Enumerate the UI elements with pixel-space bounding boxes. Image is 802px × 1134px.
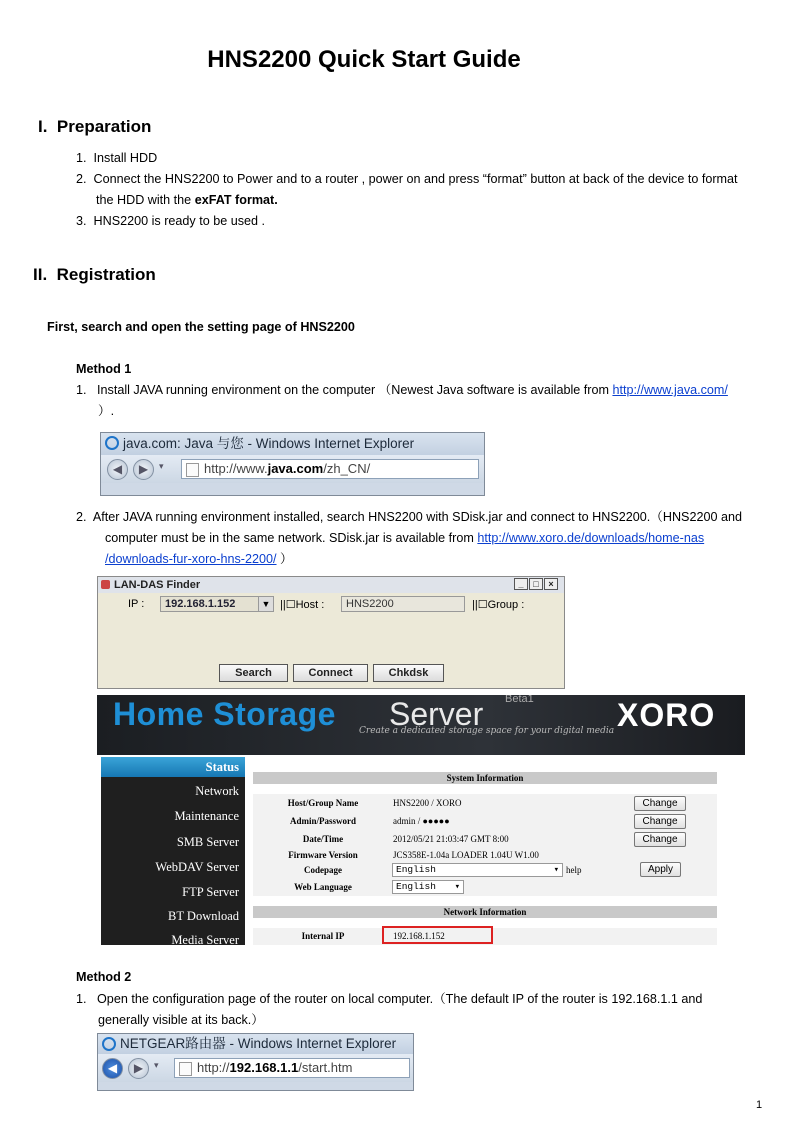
forward-arrow-icon[interactable]: ▶ xyxy=(128,1058,149,1079)
search-button[interactable]: Search xyxy=(219,664,288,682)
forward-arrow-icon[interactable]: ▶ xyxy=(133,459,154,480)
method1-item-1 xyxy=(76,380,766,401)
ie-address-bar-row xyxy=(101,455,484,483)
codepage-value: English xyxy=(396,864,436,875)
url-path: /zh_CN/ xyxy=(323,461,371,476)
ie-title-bar xyxy=(101,433,484,455)
sidebar-item-status[interactable]: Status xyxy=(205,760,239,774)
document-title: HNS2200 Quick Start Guide xyxy=(207,46,521,73)
row-value-datetime: 2012/05/21 21:03:47 GMT 8:00 xyxy=(393,834,509,844)
address-field[interactable] xyxy=(181,459,479,479)
network-info-heading: Network Information xyxy=(253,906,717,918)
list-num: 1. xyxy=(76,992,87,1006)
history-dropdown-icon[interactable]: ▾ xyxy=(159,461,164,471)
history-dropdown-icon[interactable]: ▾ xyxy=(154,1060,159,1070)
host-value: HNS2200 xyxy=(346,598,394,610)
group-label[interactable]: ||☐Group : xyxy=(472,599,525,611)
row-value-internal-ip: 192.168.1.152 xyxy=(393,931,445,941)
list-text: Install HDD xyxy=(93,151,158,165)
sidebar-item-ftp-server[interactable]: FTP Server xyxy=(182,885,239,899)
host-label[interactable]: ||☐Host : xyxy=(280,599,325,611)
sidebar-item-maintenance[interactable]: Maintenance xyxy=(174,809,239,823)
change-host-button[interactable]: Change xyxy=(634,796,686,811)
ip-select[interactable] xyxy=(160,596,274,612)
bold-format: exFAT format. xyxy=(194,193,278,207)
host-field[interactable] xyxy=(341,596,465,612)
chkdsk-button[interactable]: Chkdsk xyxy=(373,664,444,682)
help-link[interactable]: help xyxy=(566,865,582,875)
method1-heading: Method 1 xyxy=(76,362,132,376)
hss-beta: Beta1 xyxy=(505,695,534,705)
list-text: Connect the HNS2200 to Power and to a router , power on and press “format” button at back of the device to format xyxy=(93,172,738,186)
section-prep-title: Preparation xyxy=(56,117,152,136)
prep-item-3 xyxy=(76,211,265,232)
xoro-download-link-1[interactable]: http://www.xoro.de/downloads/home-nas xyxy=(477,531,705,545)
chevron-down-icon[interactable]: ▼ xyxy=(258,596,274,612)
section-reg-heading xyxy=(33,265,156,285)
section-reg-title: Registration xyxy=(56,265,156,284)
row-label-firmware: Firmware Version xyxy=(288,850,358,860)
change-password-button[interactable]: Change xyxy=(634,814,686,829)
close-icon[interactable]: × xyxy=(544,578,558,590)
list-num: 2. xyxy=(76,510,87,524)
xoro-download-link-2[interactable]: /downloads-fur-xoro-hns-2200/ xyxy=(105,552,277,566)
method2-item-1 xyxy=(76,989,766,1010)
list-num: 2. xyxy=(76,172,87,186)
list-num: 1. xyxy=(76,151,87,165)
back-arrow-icon[interactable]: ◀ xyxy=(102,1058,123,1079)
hss-logo-home-storage: Home Storage xyxy=(113,696,336,732)
ie-logo-icon xyxy=(105,436,119,450)
row-label-codepage: Codepage xyxy=(304,865,342,875)
sidebar-item-network[interactable]: Network xyxy=(195,784,239,798)
url-path: /start.htm xyxy=(298,1060,353,1075)
ip-label: IP : xyxy=(128,598,145,610)
url-domain: 192.168.1.1 xyxy=(229,1060,299,1075)
connect-button[interactable]: Connect xyxy=(293,664,368,682)
list-text-cont: the HDD with the xyxy=(96,193,195,207)
system-info-heading: System Information xyxy=(253,772,717,784)
ie-window-title: NETGEAR路由器 - Windows Internet Explorer xyxy=(120,1036,397,1051)
method2-item-1-cont: generally visible at its back.） xyxy=(98,1013,264,1027)
hss-sidebar xyxy=(101,757,245,945)
row-label-datetime: Date/Time xyxy=(302,834,344,844)
lan-das-finder-window xyxy=(97,576,565,689)
method1-item-2-cont xyxy=(105,528,765,549)
prep-item-2 xyxy=(76,169,766,190)
codepage-select[interactable] xyxy=(392,863,563,877)
address-field[interactable] xyxy=(174,1058,410,1078)
ie-window-title: java.com: Java 与您 - Windows Internet Explorer xyxy=(123,436,415,451)
ie-address-bar-row xyxy=(98,1054,413,1082)
method2-heading: Method 2 xyxy=(76,970,132,984)
sidebar-item-bt-download[interactable]: BT Download xyxy=(168,909,239,923)
minimize-icon[interactable]: _ xyxy=(514,578,528,590)
url-domain: java.com xyxy=(267,461,324,476)
list-num: 3. xyxy=(76,214,87,228)
section-reg-num: II. xyxy=(33,265,48,284)
sidebar-item-media-server[interactable]: Media Server xyxy=(171,933,239,945)
finder-title-bar xyxy=(98,577,564,593)
java-link[interactable]: http://www.java.com/ xyxy=(612,383,728,397)
row-value-admin: admin / ●●●●● xyxy=(393,816,450,826)
prep-item-2-cont xyxy=(96,190,278,211)
method1-item-2 xyxy=(76,507,766,528)
home-storage-server-screenshot xyxy=(97,695,745,945)
reg-intro: First, search and open the setting page of HNS2200 xyxy=(47,320,355,334)
java-page-icon xyxy=(186,463,199,477)
web-language-select[interactable] xyxy=(392,880,464,894)
list-num: 1. xyxy=(76,383,87,397)
sidebar-item-smb-server[interactable]: SMB Server xyxy=(176,835,239,849)
ie-title-bar xyxy=(98,1034,413,1054)
apply-button[interactable]: Apply xyxy=(640,862,681,877)
xoro-logo: XORO xyxy=(617,697,716,733)
change-datetime-button[interactable]: Change xyxy=(634,832,686,847)
list-text: HNS2200 is ready to be used . xyxy=(93,214,266,228)
hss-header xyxy=(97,695,745,755)
list-text-cont: computer must be in the same network. SDisk.jar is available from xyxy=(105,531,478,545)
section-prep-heading xyxy=(38,117,151,137)
method1-item-2-cont2 xyxy=(105,549,293,570)
list-text: Install JAVA running environment on the computer （Newest Java software is available from xyxy=(97,383,613,397)
ip-value: 192.168.1.152 xyxy=(165,598,236,610)
row-value-firmware: JCS358E-1.04a LOADER 1.04U W1.00 xyxy=(393,850,539,860)
row-label-web-language: Web Language xyxy=(294,882,352,892)
maximize-icon[interactable]: □ xyxy=(529,578,543,590)
list-text: After JAVA running environment installed, search HNS2200 with SDisk.jar and connect to HNS2200.（HNS2200 and xyxy=(92,510,742,524)
finder-title: LAN-DAS Finder xyxy=(114,579,201,591)
section-prep-num: I. xyxy=(38,117,48,136)
page-icon xyxy=(179,1062,192,1076)
page-number: 1 xyxy=(756,1099,763,1111)
url-prefix: http:// xyxy=(197,1060,230,1075)
row-label-internal-ip: Internal IP xyxy=(301,931,345,941)
ie-logo-icon xyxy=(102,1037,116,1051)
prep-item-1 xyxy=(76,148,157,169)
url-prefix: http://www. xyxy=(204,461,268,476)
app-icon xyxy=(101,580,110,589)
sidebar-item-webdav-server[interactable]: WebDAV Server xyxy=(155,860,239,874)
netgear-ie-screenshot xyxy=(97,1033,414,1091)
row-value-host-group: HNS2200 / XORO xyxy=(393,798,462,808)
hss-tagline: Create a dedicated storage space for your digital media xyxy=(359,726,615,736)
java-ie-screenshot xyxy=(100,432,485,496)
list-text-tail: ） xyxy=(276,552,293,566)
web-language-value: English xyxy=(396,881,436,892)
list-text: Open the configuration page of the router on local computer.（The default IP of the router is 192.168.1.1 and xyxy=(97,992,703,1006)
row-label-admin: Admin/Password xyxy=(289,816,356,826)
back-arrow-icon[interactable]: ◀ xyxy=(107,459,128,480)
hss-logo-server: Server xyxy=(389,696,484,732)
method1-item-1-tail: ）. xyxy=(98,404,115,418)
row-label-host-group: Host/Group Name xyxy=(287,798,359,808)
